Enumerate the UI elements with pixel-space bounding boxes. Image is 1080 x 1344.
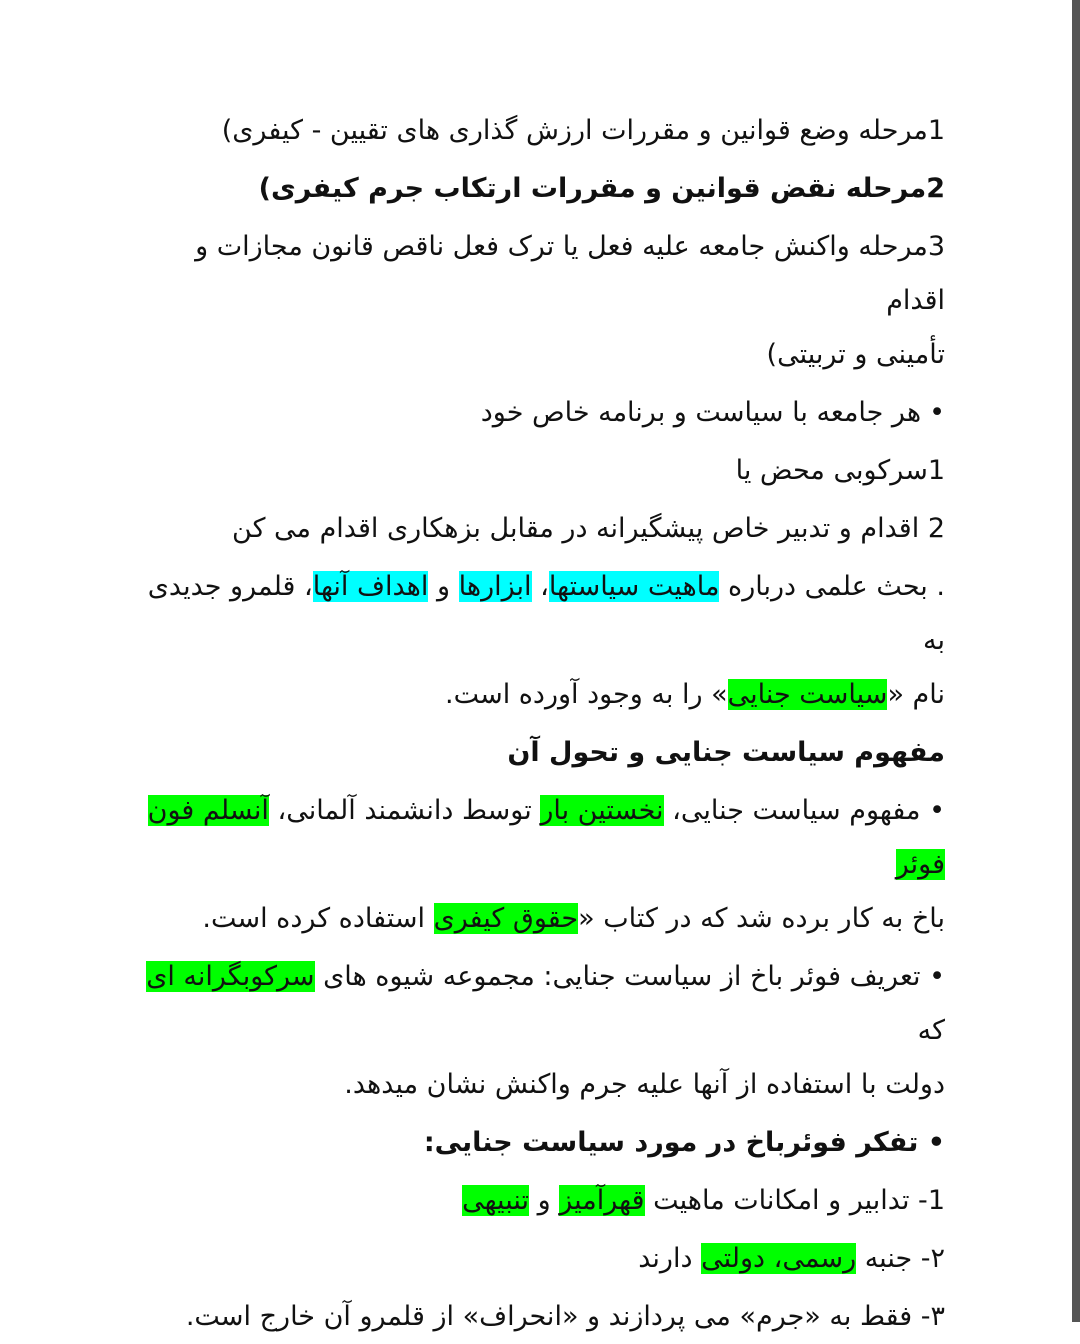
highlight-green-criminal-law: حقوق کیفری <box>433 903 579 934</box>
stage-2-line <box>130 158 945 216</box>
text-segment: ، <box>531 571 549 602</box>
highlight-cyan-tools: ابزارها <box>458 571 532 602</box>
text-segment: تعریف فوئر باخ از سیاست جنایی: مجموعه شیوه های <box>314 961 930 992</box>
highlight-green-first-time: نخستین بار <box>540 795 664 826</box>
text-segment: که <box>917 1015 945 1046</box>
feuerbach-thought-line <box>130 1112 945 1170</box>
text-segment: باخ به کار برده شد که در کتاب « <box>578 903 945 934</box>
highlight-cyan-nature-of-policies: ماهیت سیاستها <box>548 571 720 602</box>
highlight-green-coercive: قهرآمیز <box>559 1185 645 1216</box>
definition-line <box>130 946 945 1058</box>
concept-continued-line <box>130 892 945 946</box>
stage-3-continued-text: تأمینی و تربیتی) <box>766 339 945 370</box>
stage-1-text: 1مرحله وضع قوانین و مقررات ارزش گذاری های تقیین - کیفری) <box>221 115 945 146</box>
stage-3-line <box>130 216 945 328</box>
page-edge <box>1072 0 1080 1322</box>
text-segment: دارند <box>638 1243 702 1274</box>
bullet-marker: • <box>927 1127 945 1158</box>
point-2-line <box>130 1228 945 1286</box>
text-segment: مفهوم سیاست جنایی، <box>663 795 930 826</box>
bullet-marker: • <box>929 961 945 992</box>
criminal-policy-name-line <box>130 668 945 722</box>
highlight-green-anselm-feuerbach: آنسلم فون فوئر <box>147 795 945 880</box>
concept-line <box>130 780 945 892</box>
bullet-marker: • <box>929 795 945 826</box>
text-segment: نام « <box>887 679 945 710</box>
highlight-green-punitive: تنبیهی <box>462 1185 530 1216</box>
bullet-society-line <box>130 382 945 440</box>
section-heading <box>130 722 945 780</box>
stage-3-text: 3مرحله واکنش جامعه علیه فعل یا ترک فعل ناقص قانون مجازات و اقدام <box>195 231 945 316</box>
bullet-society-text: هر جامعه با سیاست و برنامه خاص خود <box>480 397 922 428</box>
definition-continued-text: دولت با استفاده از آنها علیه جرم واکنش نشان میدهد. <box>344 1069 945 1100</box>
text-segment: . بحث علمی درباره <box>719 571 945 602</box>
option-1-text: 1سرکوبی محض یا <box>735 455 945 486</box>
highlight-cyan-their-goals: اهداف آنها <box>312 571 429 602</box>
text-segment: استفاده کرده است. <box>202 903 434 934</box>
stage-3-continued-line <box>130 328 945 382</box>
text-segment: » را به وجود آورده است. <box>444 679 728 710</box>
highlight-green-repressive: سرکوبگرانه ای <box>146 961 315 992</box>
text-segment: و <box>529 1185 560 1216</box>
document-page <box>130 100 945 1344</box>
highlight-green-criminal-policy: سیاست جنایی <box>727 679 888 710</box>
text-segment: 1- تدابیر و امکانات ماهیت <box>644 1185 945 1216</box>
definition-continued-line <box>130 1058 945 1112</box>
stage-1-line <box>130 100 945 158</box>
point-3-text: ۳- فقط به «جرم» می پردازند و «انحراف» از قلمرو آن خارج است. <box>185 1301 945 1332</box>
text-segment: و <box>428 571 459 602</box>
stage-2-text: 2مرحله نقض قوانین و مقررات ارتکاب جرم کیفری) <box>258 173 945 204</box>
text-segment: ۲- جنبه <box>856 1243 945 1274</box>
text-segment: توسط دانشمند آلمانی، <box>268 795 541 826</box>
option-1-line <box>130 440 945 498</box>
option-2-line <box>130 498 945 556</box>
point-1-line <box>130 1170 945 1228</box>
point-3-line <box>130 1286 945 1344</box>
option-2-text: 2 اقدام و تدبیر خاص پیشگیرانه در مقابل بزهکاری اقدام می کن <box>232 513 945 544</box>
scientific-discussion-line <box>130 556 945 668</box>
highlight-green-official-governmental: رسمی، دولتی <box>701 1243 857 1274</box>
bullet-marker: • <box>929 397 945 428</box>
feuerbach-thought-text: تفکر فوئرباخ در مورد سیاست جنایی: <box>423 1127 928 1158</box>
text-segment: ، قلمرو جدیدی به <box>147 571 945 656</box>
section-heading-text: مفهوم سیاست جنایی و تحول آن <box>507 737 945 768</box>
